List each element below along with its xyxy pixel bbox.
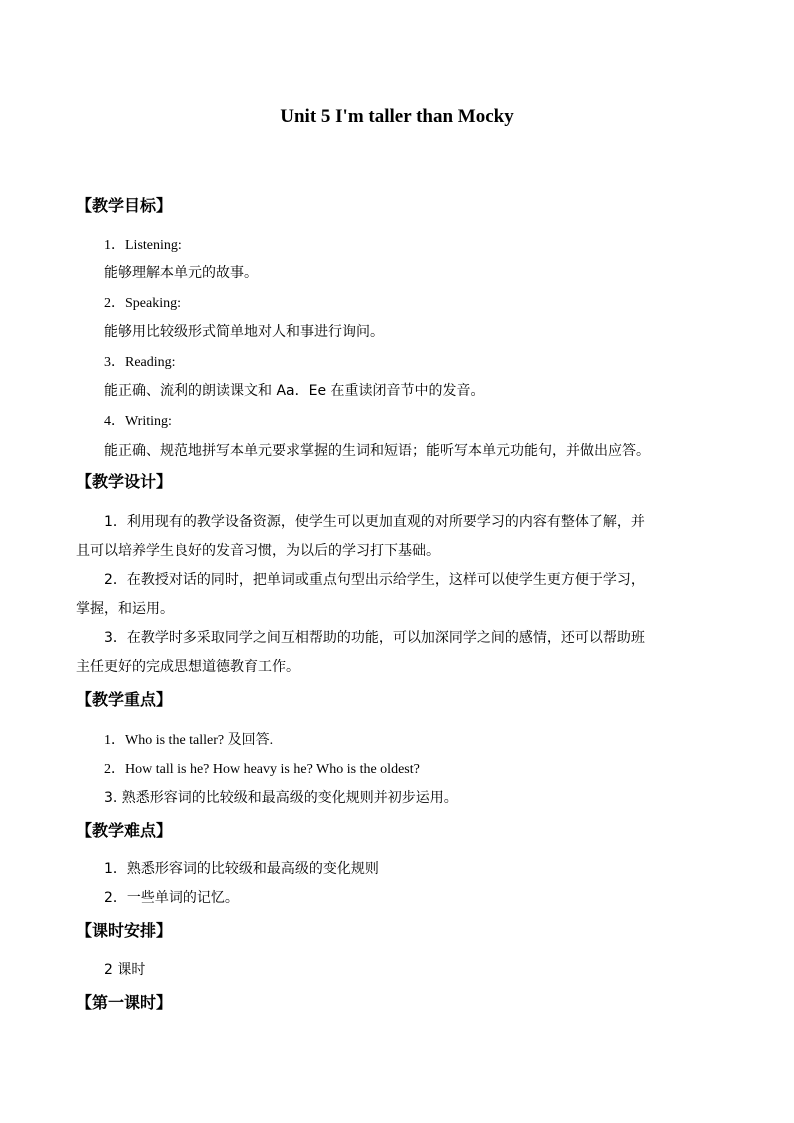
design-line-5: 3．在教学时多采取同学之间互相帮助的功能，可以加深同学之间的感情，还可以帮助班 xyxy=(104,630,645,646)
key-point-1: 1．Who is the taller? 及回答. xyxy=(104,733,274,748)
difficulty-2: 2．一些单词的记忆。 xyxy=(104,890,239,906)
objective-3-text: 能正确、流利的朗读课文和 Aa．Ee 在重读闭音节中的发音。 xyxy=(104,383,485,399)
objective-4-text: 能正确、规范地拼写本单元要求掌握的生词和短语；能听写本单元功能句，并做出应答。 xyxy=(104,443,650,459)
heading-schedule: 【课时安排】 xyxy=(76,921,173,940)
key-point-2: 2．How tall is he? How heavy is he? Who is the oldest? xyxy=(104,762,420,777)
objective-4-skill: Writing: xyxy=(125,414,172,429)
objective-1-num: 1． xyxy=(104,238,125,253)
design-line-4: 掌握，和运用。 xyxy=(76,601,174,617)
objective-3-num: 3． xyxy=(104,355,125,370)
objective-2-label xyxy=(104,292,181,312)
heading-first-lesson: 【第一课时】 xyxy=(76,993,173,1012)
objective-3-skill: Reading: xyxy=(125,355,176,370)
heading-key-points: 【教学重点】 xyxy=(76,690,173,709)
design-line-6: 主任更好的完成思想道德教育工作。 xyxy=(76,659,300,675)
document-title: Unit 5 I'm taller than Mocky xyxy=(280,106,514,127)
design-line-1: 1．利用现有的教学设备资源，使学生可以更加直观的对所要学习的内容有整体了解，并 xyxy=(104,514,645,530)
objective-1-skill: Listening: xyxy=(125,238,182,253)
objective-4-label xyxy=(104,410,172,430)
objective-1-text: 能够理解本单元的故事。 xyxy=(104,265,258,281)
heading-objectives: 【教学目标】 xyxy=(76,196,173,215)
objective-3-label xyxy=(104,351,176,371)
objective-2-num: 2． xyxy=(104,296,125,311)
design-line-3: 2．在教授对话的同时，把单词或重点句型出示给学生，这样可以使学生更方便于学习， xyxy=(104,572,645,588)
objective-4-num: 4． xyxy=(104,414,125,429)
objective-1-label xyxy=(104,234,182,254)
difficulty-1: 1．熟悉形容词的比较级和最高级的变化规则 xyxy=(104,861,379,877)
key-point-3: 3. 熟悉形容词的比较级和最高级的变化规则并初步运用。 xyxy=(104,790,458,806)
objective-2-skill: Speaking: xyxy=(125,296,181,311)
heading-difficulties: 【教学难点】 xyxy=(76,821,173,840)
objective-2-text: 能够用比较级形式简单地对人和事进行询问。 xyxy=(104,324,384,340)
heading-design: 【教学设计】 xyxy=(76,472,173,491)
schedule-text: 2 课时 xyxy=(104,962,146,978)
design-line-2: 且可以培养学生良好的发音习惯，为以后的学习打下基础。 xyxy=(76,543,440,559)
